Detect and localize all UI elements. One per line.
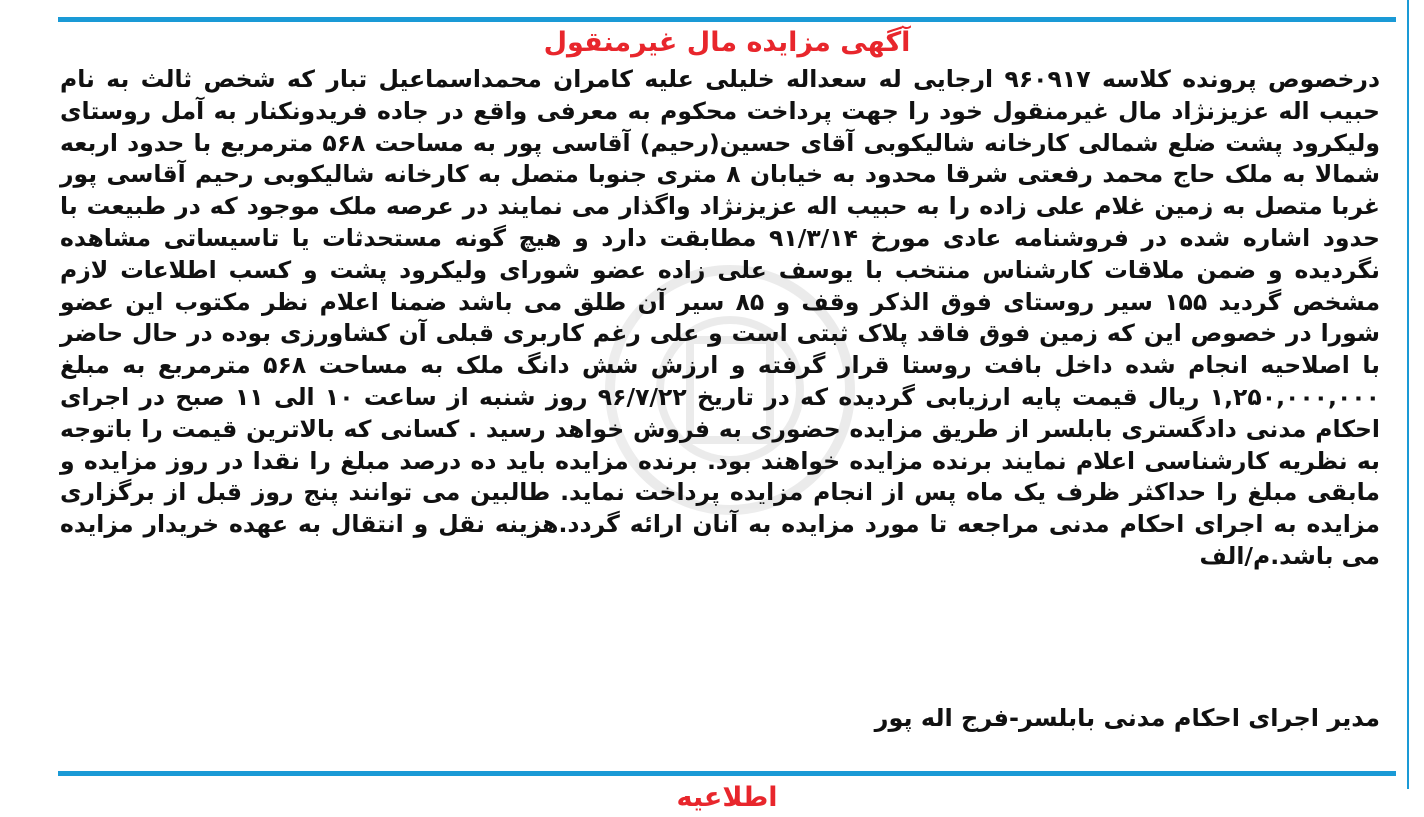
notice-body: درخصوص پرونده کلاسه ۹۶۰۹۱۷ ارجایی له سعداله خلیلی علیه کامران محمداسماعیل تبار که شخص ثالث به نام حبیب اله عزیزنژاد مال غیرمنقول خود را جهت پرداخت محکوم به معرفی واقع در جاده فریدونکنار به آمل روستای ولیکرود پشت ضلع شمالی کارخانه شالیکوبی آقای حسین(رحیم) آقاسی پور به مساحت ۵۶۸ مترمربع با حدود اربعه شمالا به ملک حاج محمد رفعتی شرقا محدود به خیابان ۸ متری جنوبا متصل به کارخانه شالیکوبی رحیم آقاسی پور غربا متصل به زمین غلام علی زاده را به حبیب اله عزیزنژاد واگذار می نمایند در عرصه ملک موجود که در طبیعت با حدود اشاره شده در فروشنامه عادی مورخ ۹۱/۳/۱۴ مطابقت دارد و هیچ گونه مستحدثات یا تاسیساتی مشاهده نگردیده و ضمن ملاقات کارشناس منتخب با یوسف علی زاده عضو شورای ولیکرود پشت و کسب اطلاعات لازم مشخص گردید ۱۵۵ سیر روستای فوق الذکر وقف و ۸۵ سیر آن طلق می باشد ضمنا اعلام نظر مکتوب این عضو شورا در خصوص این که زمین فوق فاقد پلاک ثبتی است و علی رغم کاربری قبلی آن کشاورزی بوده در حال حاضر با اصلاحیه انجام شده داخل بافت روستا قرار گرفته و ارزش شش دانگ ملک به مساحت ۵۶۸ مترمربع به مبلغ ۱,۲۵۰,۰۰۰,۰۰۰ ریال قیمت پایه ارزیابی گردیده که در تاریخ ۹۶/۷/۲۲ روز شنبه از ساعت ۱۰ الی ۱۱ صبح در اجرای احکام مدنی دادگستری بابلسر از طریق مزایده حضوری به فروش خواهد رسید . کسانی که بالاترین قیمت را باتوجه به نظریه کارشناسی اعلام نمایند برنده مزایده خواهند بود. برنده مزایده باید ده درصد مبلغ را نقدا در روز مزایده و مابقی مبلغ را حداکثر ظرف یک ماه پس از انجام مزایده پرداخت نماید. طالبین می توانند پنج روز قبل از برگزاری مزایده به اجرای احکام مدنی مراجعه تا مورد مزایده به آنان ارائه گردد.هزینه نقل و انتقال به عهده خریدار مزایده می باشد.م/الف — [60, 65, 1381, 570]
right-border — [1407, 0, 1409, 789]
next-notice-title: اطلاعیه — [676, 782, 778, 813]
notice-signature: مدیر اجرای احکام مدنی بابلسر-فرج اله پور — [874, 704, 1380, 732]
bottom-divider — [58, 771, 1396, 776]
notice-title: آگهی مزایده مال غیرمنقول — [543, 27, 911, 58]
top-divider — [58, 17, 1396, 22]
